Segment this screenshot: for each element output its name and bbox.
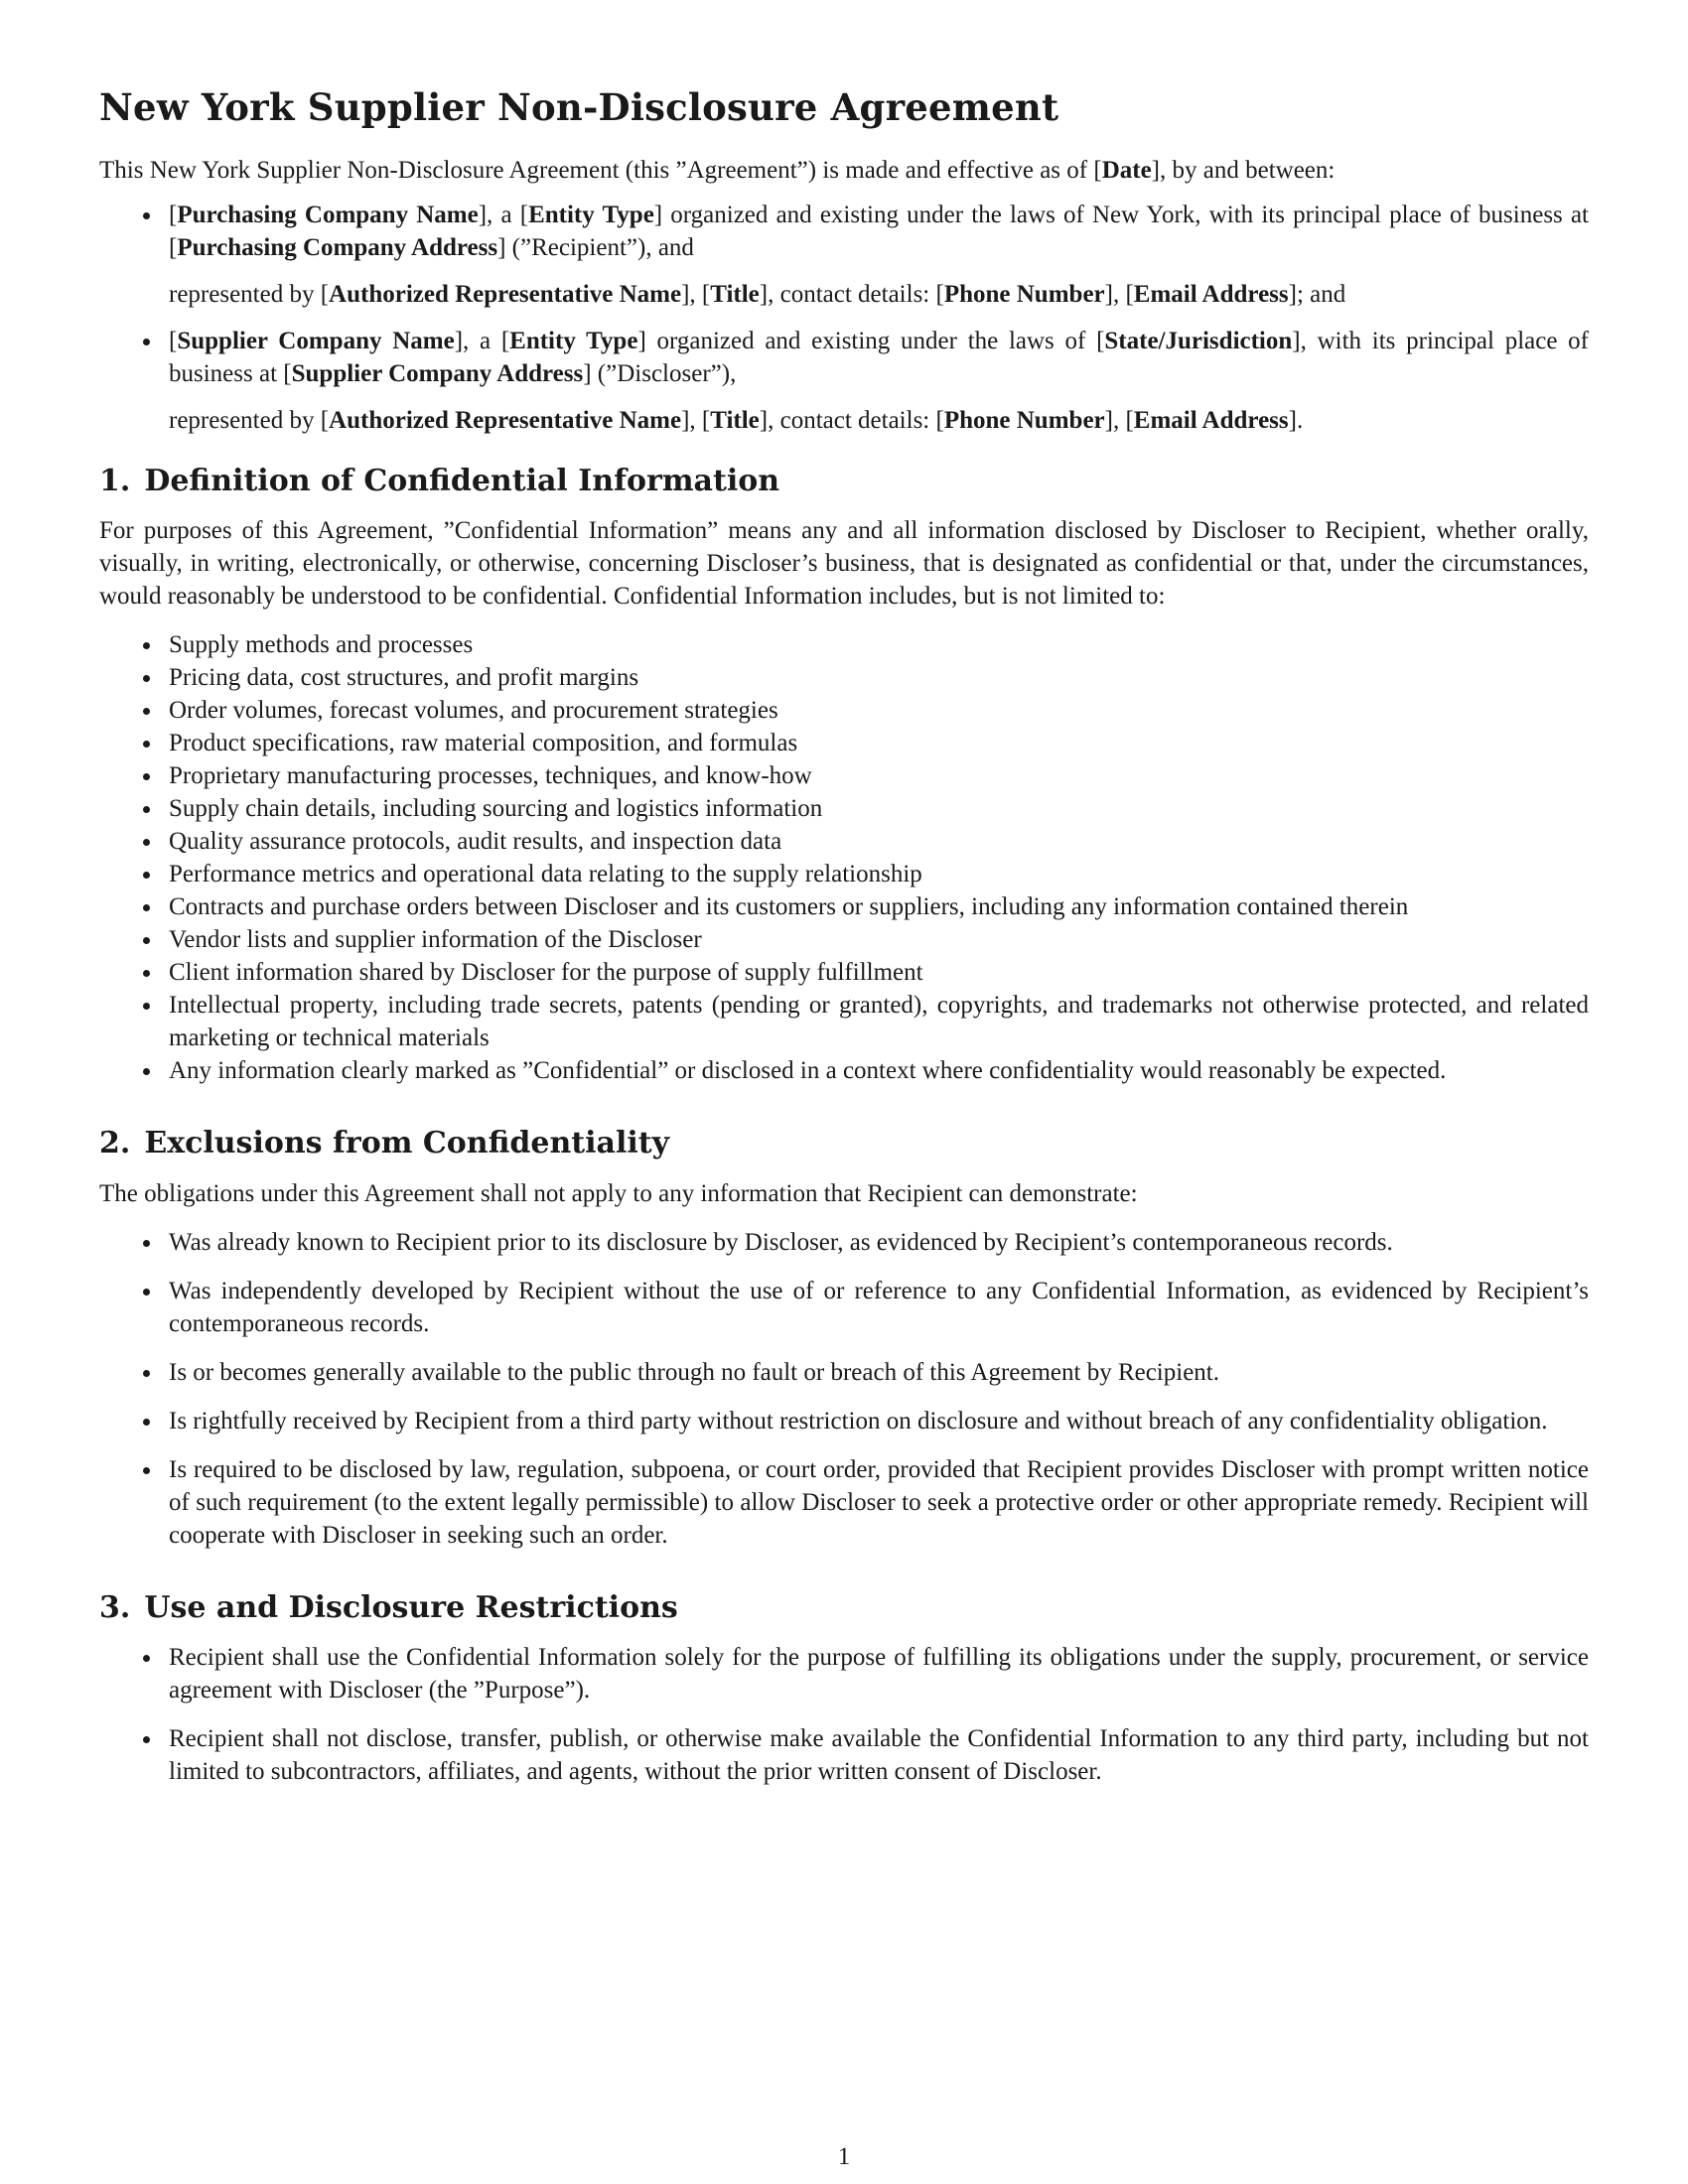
list-item: Proprietary manufacturing processes, techniques, and know-how <box>169 759 1589 792</box>
list-item: Supply methods and processes <box>169 628 1589 661</box>
section-1-body: For purposes of this Agreement, ”Confidential Information” means any and all information disclosed by Discloser to Recipient, whether orally, visually, in writing, electronically, or otherwise, concerning Discloser’s business, that is designated as confidential or that, under the circumstances, would reasonably be understood to be confidential. Confidential Information includes, but is not limited to: <box>99 517 1589 611</box>
intro-paragraph: This New York Supplier Non-Disclosure Agreement (this ”Agreement”) is made and effective as of [Date], by and between: <box>99 156 1336 184</box>
party-recipient-representative: represented by [Authorized Representative Name], [Title], contact details: [Phone Number], [Email Address]; and <box>169 280 1346 308</box>
list-item: Client information shared by Discloser for the purpose of supply fulfillment <box>169 956 1589 989</box>
list-item: Order volumes, forecast volumes, and procurement strategies <box>169 694 1589 727</box>
list-item: Any information clearly marked as ”Confidential” or disclosed in a context where confidentiality would reasonably be expected. <box>169 1054 1589 1087</box>
list-item: Product specifications, raw material composition, and formulas <box>169 727 1589 759</box>
list-item: Was already known to Recipient prior to its disclosure by Discloser, as evidenced by Recipient’s contemporaneous records. <box>169 1226 1589 1259</box>
list-item: Recipient shall not disclose, transfer, publish, or otherwise make available the Confidential Information to any third party, including but not limited to subcontractors, affiliates, and agents, without the prior written consent of Discloser. <box>169 1722 1589 1788</box>
section-2-heading: 2. Exclusions from Confidentiality <box>99 1126 670 1161</box>
list-item: Is or becomes generally available to the public through no fault or breach of this Agreement by Recipient. <box>169 1356 1589 1389</box>
list-item: Vendor lists and supplier information of the Discloser <box>169 923 1589 956</box>
list-item: Pricing data, cost structures, and profit margins <box>169 661 1589 694</box>
section-2-body: The obligations under this Agreement shall not apply to any information that Recipient can demonstrate: <box>99 1179 1138 1207</box>
date-placeholder: Date <box>1101 156 1152 184</box>
parties-list-2 <box>99 325 1589 390</box>
list-item: Is rightfully received by Recipient from a third party without restriction on disclosure and without breach of any confidentiality obligation. <box>169 1405 1589 1437</box>
section-3-list <box>99 1641 1589 1788</box>
parties-list <box>99 199 1589 264</box>
party-discloser-representative: represented by [Authorized Representative Name], [Title], contact details: [Phone Number], [Email Address]. <box>169 406 1304 434</box>
list-item: Was independently developed by Recipient without the use of or reference to any Confidential Information, as evidenced by Recipient’s contemporaneous records. <box>169 1275 1589 1340</box>
list-item: Recipient shall use the Confidential Information solely for the purpose of fulfilling its obligations under the supply, procurement, or service agreement with Discloser (the ”Purpose”). <box>169 1641 1589 1706</box>
party-discloser: [Supplier Company Name], a [Entity Type] organized and existing under the laws of [State/Jurisdiction], with its principal place of business at [Supplier Company Address] (”Discloser”), <box>169 325 1589 390</box>
section-3-heading: 3. Use and Disclosure Restrictions <box>99 1589 678 1625</box>
list-item: Quality assurance protocols, audit results, and inspection data <box>169 825 1589 858</box>
list-item: Supply chain details, including sourcing and logistics information <box>169 792 1589 825</box>
document-title: New York Supplier Non-Disclosure Agreement <box>99 85 1059 129</box>
page-number: 1 <box>837 2143 851 2170</box>
section-1-heading: 1. Definition of Confidential Information <box>99 463 780 498</box>
list-item: Is required to be disclosed by law, regulation, subpoena, or court order, provided that Recipient provides Discloser with prompt written notice of such requirement (to the extent legally permissible) to allow Discloser to seek a protective order or other appropriate remedy. Recipient will cooperate with Discloser in seeking such an order. <box>169 1453 1589 1552</box>
party-recipient: [Purchasing Company Name], a [Entity Type] organized and existing under the laws of New York, with its principal place of business at [Purchasing Company Address] (”Recipient”), and <box>169 199 1589 264</box>
list-item: Performance metrics and operational data relating to the supply relationship <box>169 858 1589 890</box>
document-page <box>99 87 1589 1804</box>
section-2-list <box>99 1226 1589 1552</box>
section-1-list <box>99 628 1589 1087</box>
list-item: Intellectual property, including trade secrets, patents (pending or granted), copyrights, and trademarks not otherwise protected, and related marketing or technical materials <box>169 989 1589 1054</box>
list-item: Contracts and purchase orders between Discloser and its customers or suppliers, including any information contained therein <box>169 890 1589 923</box>
